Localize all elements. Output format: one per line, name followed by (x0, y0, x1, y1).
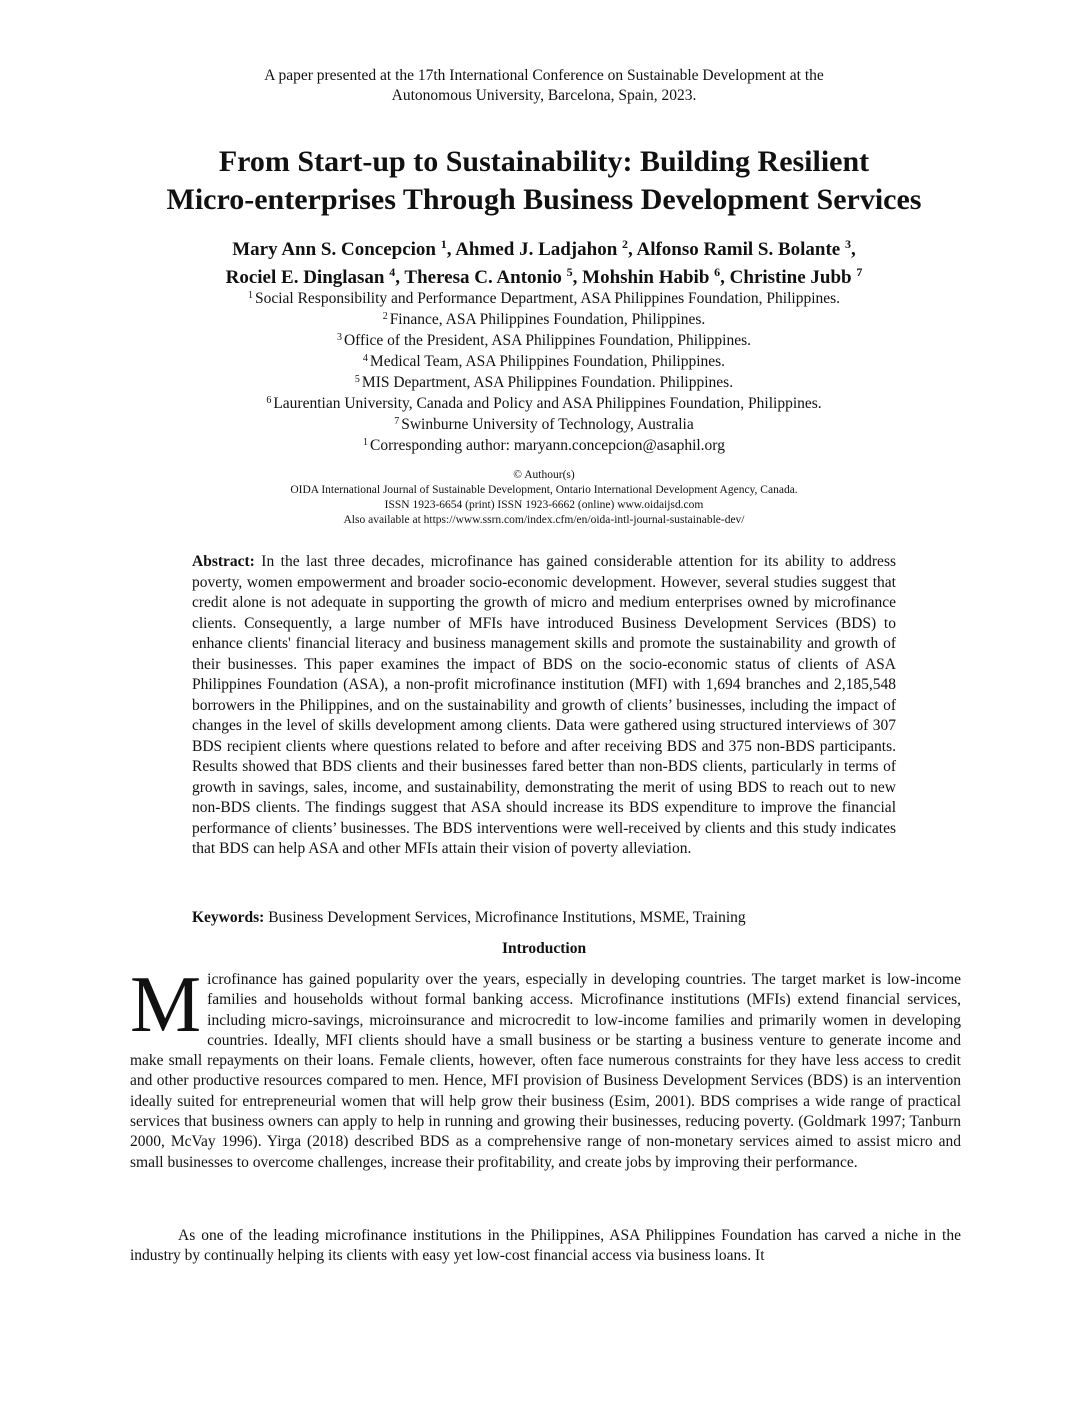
author-name: Theresa C. Antonio (404, 267, 562, 288)
author-affiliation-mark: 1 (440, 237, 447, 251)
author-name: Mary Ann S. Concepcion (232, 239, 436, 260)
affiliation-text: Medical Team, ASA Philippines Foundation, Philippines. (369, 353, 726, 370)
affiliation (60, 309, 1028, 330)
journal-availability: Also available at https://www.ssrn.com/index.cfm/en/oida-intl-journal-sustainable-dev/ (343, 514, 745, 526)
journal-name: OIDA International Journal of Sustainable Development, Ontario International Development Agency, Canada. (290, 484, 798, 496)
author-affiliation-mark: 5 (566, 265, 573, 279)
author-name: Rociel E. Dinglasan (225, 267, 385, 288)
author-affiliation-mark: 6 (714, 265, 721, 279)
abstract-label: Abstract: (192, 553, 255, 570)
journal-info (60, 468, 1028, 528)
affiliation-text: Office of the President, ASA Philippines Foundation, Philippines. (343, 332, 751, 349)
paper-title-line2: Micro-enterprises Through Business Development Services (166, 183, 922, 216)
keywords (192, 908, 896, 928)
author-affiliation-mark: 4 (389, 265, 396, 279)
introduction-paragraph-1 (130, 961, 961, 1173)
affiliation (60, 393, 1028, 414)
introduction-paragraph-1-text: icrofinance has gained popularity over the years, especially in developing countries. The target market is low-income families and households without formal banking access. Microfinance institutions (MFIs) extend financial services, including micro-savings, microinsurance and microcredit to low-income families and primarily women in developing countries. Ideally, MFI clients should have a small business or be starting a business venture to generate income and make small repayments on their loans. Female clients, however, often face numerous constraints for they have less access to credit and other productive resources compared to men. Hence, MFI provision of Business Development Services (BDS) is an intervention ideally suited for entrepreneurial women that will help grow their business (Esim, 2001). BDS comprises a wide range of practical services that business owners can apply to help in running and growing their businesses, reducing poverty. (Goldmark 1997; Tanburn 2000, McVay 1996). Yirga (2018) described BDS as a comprehensive range of non-monetary services aimed to assist micro and small businesses to overcome challenges, increase their profitability, and create jobs by improving their performance. (130, 971, 961, 1171)
affiliation (60, 372, 1028, 393)
author-name: Ahmed J. Ladjahon (455, 239, 618, 260)
author-line-2: Rociel E. Dinglasan $^4$, Theresa C. Antonio $^5$, Mohshin Habib $^6$, Christine Jubb $^7$ (225, 265, 863, 288)
affiliation-text: Finance, ASA Philippines Foundation, Philippines. (389, 311, 706, 328)
conference-note (0, 66, 1088, 106)
author-affiliation-mark: 3 (844, 237, 851, 251)
keywords-text: Business Development Services, Microfinance Institutions, MSME, Training (268, 909, 746, 926)
author-name: Alfonso Ramil S. Bolante (636, 239, 841, 260)
affiliation-text: Laurentian University, Canada and Policy and ASA Philippines Foundation, Philippines. (273, 395, 822, 412)
affiliation-text: Swinburne University of Technology, Australia (401, 416, 694, 433)
affiliation-mark: 1 (363, 437, 369, 448)
author-name: Christine Jubb (729, 267, 852, 288)
affiliation-mark: 3 (336, 332, 342, 343)
drop-cap: M (130, 961, 202, 1049)
author-affiliation-mark: 2 (622, 237, 629, 251)
conference-note-line1: A paper presented at the 17th International Conference on Sustainable Development at the (264, 67, 824, 84)
affiliation-text: Social Responsibility and Performance Department, ASA Philippines Foundation, Philippines. (254, 290, 841, 307)
corresponding-author (60, 435, 1028, 456)
author-line-1: Mary Ann S. Concepcion $^1$, Ahmed J. Ladjahon $^2$, Alfonso Ramil S. Bolante $^3$, (232, 237, 856, 260)
affiliation (60, 330, 1028, 351)
affiliation-mark: 5 (354, 374, 360, 385)
affiliation-list (60, 288, 1028, 456)
affiliation-mark: 4 (362, 353, 368, 364)
abstract-text: In the last three decades, microfinance has gained considerable attention for its ability to address poverty, women empowerment and broader socio-economic development. However, several studies suggest that credit alone is not adequate in supporting the growth of micro and medium enterprises owned by microfinance clients. Consequently, a large number of MFIs have introduced Business Development Services (BDS) to enhance clients' financial literacy and business management skills and promote the sustainability and growth of their businesses. This paper examines the impact of BDS on the socio-economic status of clients of ASA Philippines Foundation (ASA), a non-profit microfinance institution (MFI) with 1,694 branches and 2,185,548 borrowers in the Philippines, and on the sustainability and growth of clients’ businesses, including the impact of changes in the level of skills development among clients. Data were gathered using structured interviews of 307 BDS recipient clients where questions related to before and after receiving BDS and 375 non-BDS participants. Results showed that BDS clients and their businesses fared better than non-BDS clients, particularly in terms of growth in savings, sales, income, and sustainability, demonstrating the merit of using BDS to reach out to new non-BDS clients. The findings suggest that ASA should increase its BDS expenditure to improve the financial performance of clients’ businesses. The BDS interventions were well-received by clients and this study indicates that BDS can help ASA and other MFIs attain their vision of poverty alleviation. (192, 553, 897, 857)
author-list (60, 236, 1028, 292)
paper-title (60, 143, 1028, 219)
author-name: Mohshin Habib (582, 267, 710, 288)
affiliation-mark: 6 (266, 395, 272, 406)
paper-title-line1: From Start-up to Sustainability: Building Resilient (218, 145, 870, 178)
conference-note-line2: Autonomous University, Barcelona, Spain, 2023. (391, 87, 697, 104)
abstract (192, 552, 896, 860)
keywords-label: Keywords: (192, 909, 265, 926)
affiliation-mark: 1 (247, 290, 253, 301)
journal-issn: ISSN 1923-6654 (print) ISSN 1923-6662 (online) www.oidaijsd.com (384, 499, 704, 511)
author-affiliation-mark: 7 (856, 265, 863, 279)
copyright-line: © Authour(s) (513, 469, 575, 481)
affiliation-mark: 2 (382, 311, 388, 322)
introduction-paragraph-2: As one of the leading microfinance institutions in the Philippines, ASA Philippines Foundation has carved a niche in the industry by continually helping its clients with easy yet low-cost financial access via business loans. It (130, 1227, 961, 1265)
affiliation (60, 288, 1028, 309)
affiliation (60, 351, 1028, 372)
affiliation-mark: 7 (394, 416, 400, 427)
affiliation-text: MIS Department, ASA Philippines Foundation. Philippines. (361, 374, 734, 391)
affiliation (60, 414, 1028, 435)
section-heading-introduction: Introduction (501, 940, 587, 957)
corresponding-author-text: Corresponding author: maryann.concepcion@asaphil.org (370, 437, 725, 454)
